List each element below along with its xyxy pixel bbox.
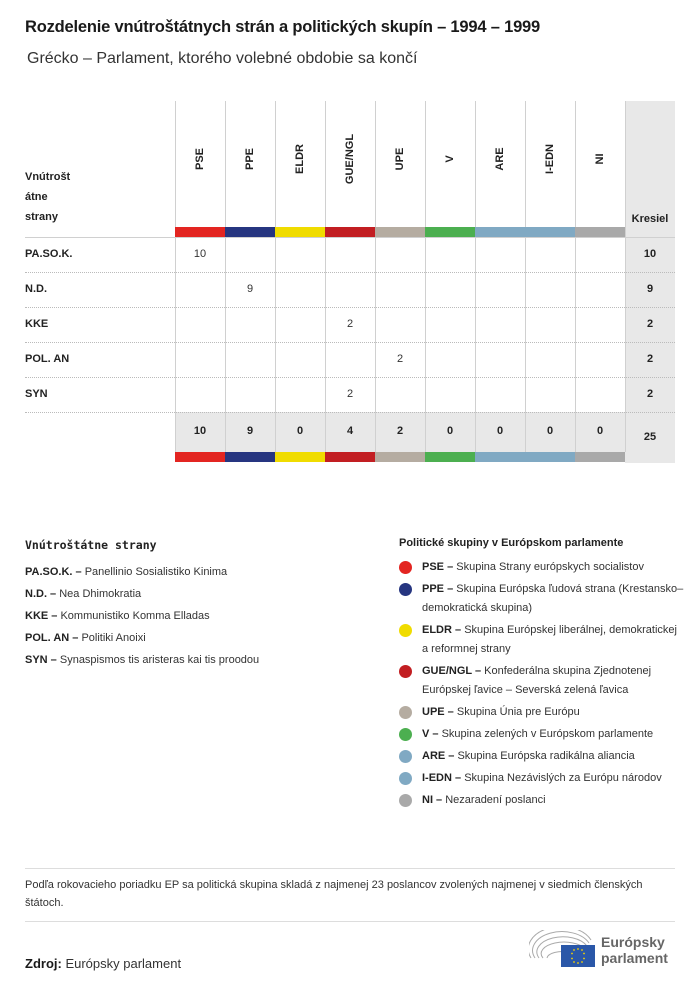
page-title: Rozdelenie vnútroštátnych strán a politických skupín – 1994 – 1999 — [25, 18, 540, 36]
source-label: Zdroj: — [25, 956, 62, 971]
group-legend — [399, 537, 684, 813]
row-label: KKE — [25, 318, 49, 330]
row-divider — [25, 377, 675, 378]
party-name: Nea Dhimokratia — [59, 588, 142, 600]
group-legend-item — [399, 662, 684, 700]
hemicycle-flag-icon — [529, 930, 597, 970]
header-divider — [25, 237, 675, 238]
party-abbr: SYN – — [25, 654, 60, 666]
group-color-dot-icon — [399, 583, 412, 596]
group-abbr: PPE – — [422, 583, 457, 595]
group-color-dot-icon — [399, 706, 412, 719]
column-header-label: NI — [594, 153, 606, 165]
group-legend-item — [399, 621, 684, 659]
party-abbr: POL. AN – — [25, 632, 82, 644]
party-legend-item — [25, 583, 259, 605]
group-abbr: ARE – — [422, 750, 458, 762]
column-total: 2 — [396, 425, 404, 437]
seat-distribution-table — [25, 101, 675, 463]
group-legend-title: Politické skupiny v Európskom parlamente — [399, 537, 624, 549]
footnote: Podľa rokovacieho poriadku EP sa politická skupina skladá z najmenej 23 poslancov zvolených najmenej v siedmich členských štátoch. — [25, 879, 643, 909]
party-abbr: KKE – — [25, 610, 61, 622]
column-total: 4 — [346, 425, 354, 437]
row-label: PA.SO.K. — [25, 248, 73, 260]
ep-logo — [529, 930, 679, 970]
group-color-dot-icon — [399, 728, 412, 741]
source-line — [25, 956, 181, 971]
group-legend-item — [399, 558, 684, 577]
source-value: Európsky parlament — [65, 956, 182, 971]
group-color-bar — [175, 227, 225, 237]
group-legend-item — [399, 769, 684, 788]
group-abbr: GUE/NGL – — [422, 665, 485, 677]
row-label: SYN — [25, 388, 48, 400]
party-name: Politiki Anoixi — [81, 632, 146, 644]
group-legend-item — [399, 580, 684, 618]
group-name: Skupina zelených v Európskom parlamente — [441, 728, 654, 740]
logo-line-1: Európsky — [601, 934, 665, 950]
column-header-label: GUE/NGL — [344, 133, 356, 185]
table-cell: 10 — [193, 248, 207, 260]
group-abbr: UPE – — [422, 706, 457, 718]
party-legend-item — [25, 561, 259, 583]
party-legend — [25, 538, 259, 671]
group-color-bar — [325, 227, 375, 237]
page-subtitle: Grécko – Parlament, ktorého volebné obdobie sa končí — [27, 50, 418, 67]
column-header-ni — [575, 101, 625, 227]
group-name: Skupina Európskej liberálnej, demokratickej a reformnej strany — [422, 624, 677, 655]
column-header-label: V — [444, 155, 456, 163]
party-name: Kommunistiko Komma Elladas — [60, 610, 210, 622]
group-name: Skupina Strany európskych socialistov — [456, 561, 644, 573]
column-header-label: UPE — [394, 147, 406, 171]
group-abbr: NI – — [422, 794, 446, 806]
column-header-label: ELDR — [294, 144, 306, 174]
column-header-label: PPE — [244, 147, 256, 171]
group-color-bar — [375, 227, 425, 237]
party-legend-item — [25, 605, 259, 627]
group-color-bar — [175, 452, 225, 462]
group-color-bar — [275, 227, 325, 237]
party-legend-item — [25, 649, 259, 671]
group-color-dot-icon — [399, 750, 412, 763]
row-divider — [25, 412, 675, 413]
group-color-bar — [225, 452, 275, 462]
party-name: Synaspismos tis aristeras kai tis proodou — [59, 654, 260, 666]
group-color-bar — [575, 452, 625, 462]
party-abbr: PA.SO.K. – — [25, 566, 85, 578]
table-cell: 2 — [346, 318, 354, 330]
group-color-bar — [375, 452, 425, 462]
party-legend-item — [25, 627, 259, 649]
group-abbr: ELDR – — [422, 624, 465, 636]
row-divider — [25, 272, 675, 273]
column-header-label: PSE — [194, 147, 206, 171]
group-color-bar — [475, 452, 525, 462]
divider — [25, 868, 675, 869]
party-name: Panellinio Sosialistiko Kinima — [84, 566, 228, 578]
row-total: 2 — [646, 353, 654, 365]
group-name: Skupina Európska radikálna aliancia — [457, 750, 635, 762]
column-header-v — [425, 101, 475, 227]
row-header-label: Vnútrošt átne strany — [25, 171, 71, 223]
group-abbr: V – — [422, 728, 442, 740]
table-cell: 2 — [396, 353, 404, 365]
column-header-guengl — [325, 101, 375, 227]
divider — [25, 921, 675, 922]
column-header-label: I-EDN — [544, 144, 556, 174]
row-label: N.D. — [25, 283, 47, 295]
column-header-ppe — [225, 101, 275, 227]
group-color-dot-icon — [399, 794, 412, 807]
table-cell: 9 — [246, 283, 254, 295]
column-header-eldr — [275, 101, 325, 227]
group-abbr: PSE – — [422, 561, 457, 573]
table-cell: 2 — [346, 388, 354, 400]
group-legend-item — [399, 747, 684, 766]
column-total: 0 — [296, 425, 304, 437]
column-total: 10 — [193, 425, 207, 437]
group-color-bar — [475, 227, 525, 237]
logo-line-2: parlament — [601, 950, 668, 966]
group-color-bar — [425, 452, 475, 462]
column-total: 0 — [596, 425, 604, 437]
group-name: Skupina Európska ľudová strana (Krestansko–demokratická skupina) — [422, 583, 684, 614]
row-divider — [25, 342, 675, 343]
group-color-dot-icon — [399, 624, 412, 637]
column-header-iedn — [525, 101, 575, 227]
group-name: Skupina Únia pre Európu — [456, 706, 580, 718]
group-legend-item — [399, 703, 684, 722]
total-column-header: Kresiel — [631, 213, 669, 225]
column-header-upe — [375, 101, 425, 227]
column-total: 0 — [496, 425, 504, 437]
row-total: 9 — [646, 283, 654, 295]
group-color-bar — [425, 227, 475, 237]
group-color-bar — [575, 227, 625, 237]
group-legend-item — [399, 725, 684, 744]
row-label: POL. AN — [25, 353, 70, 365]
group-color-bar — [325, 452, 375, 462]
column-header-are — [475, 101, 525, 227]
row-total: 10 — [643, 248, 657, 260]
group-legend-item — [399, 791, 684, 810]
group-name: Konfederálna skupina Zjednotenej Európskej ľavice – Severská zelená ľavica — [422, 665, 652, 696]
group-abbr: I-EDN – — [422, 772, 465, 784]
group-color-dot-icon — [399, 665, 412, 678]
group-name: Skupina Nezávislých za Európu národov — [464, 772, 662, 784]
group-color-dot-icon — [399, 772, 412, 785]
grand-total: 25 — [643, 431, 657, 443]
row-divider — [25, 307, 675, 308]
party-legend-title: Vnútroštátne strany — [25, 538, 157, 552]
row-total: 2 — [646, 388, 654, 400]
group-color-bar — [525, 227, 575, 237]
column-header-pse — [175, 101, 225, 227]
column-header-label: ARE — [494, 147, 506, 171]
group-color-bar — [225, 227, 275, 237]
column-total: 0 — [546, 425, 554, 437]
group-name: Nezaradení poslanci — [445, 794, 546, 806]
column-total: 9 — [246, 425, 254, 437]
column-total: 0 — [446, 425, 454, 437]
row-total: 2 — [646, 318, 654, 330]
party-abbr: N.D. – — [25, 588, 60, 600]
group-color-bar — [525, 452, 575, 462]
total-column-background — [625, 101, 675, 463]
group-color-bar — [275, 452, 325, 462]
group-color-dot-icon — [399, 561, 412, 574]
logo-text — [601, 934, 668, 966]
